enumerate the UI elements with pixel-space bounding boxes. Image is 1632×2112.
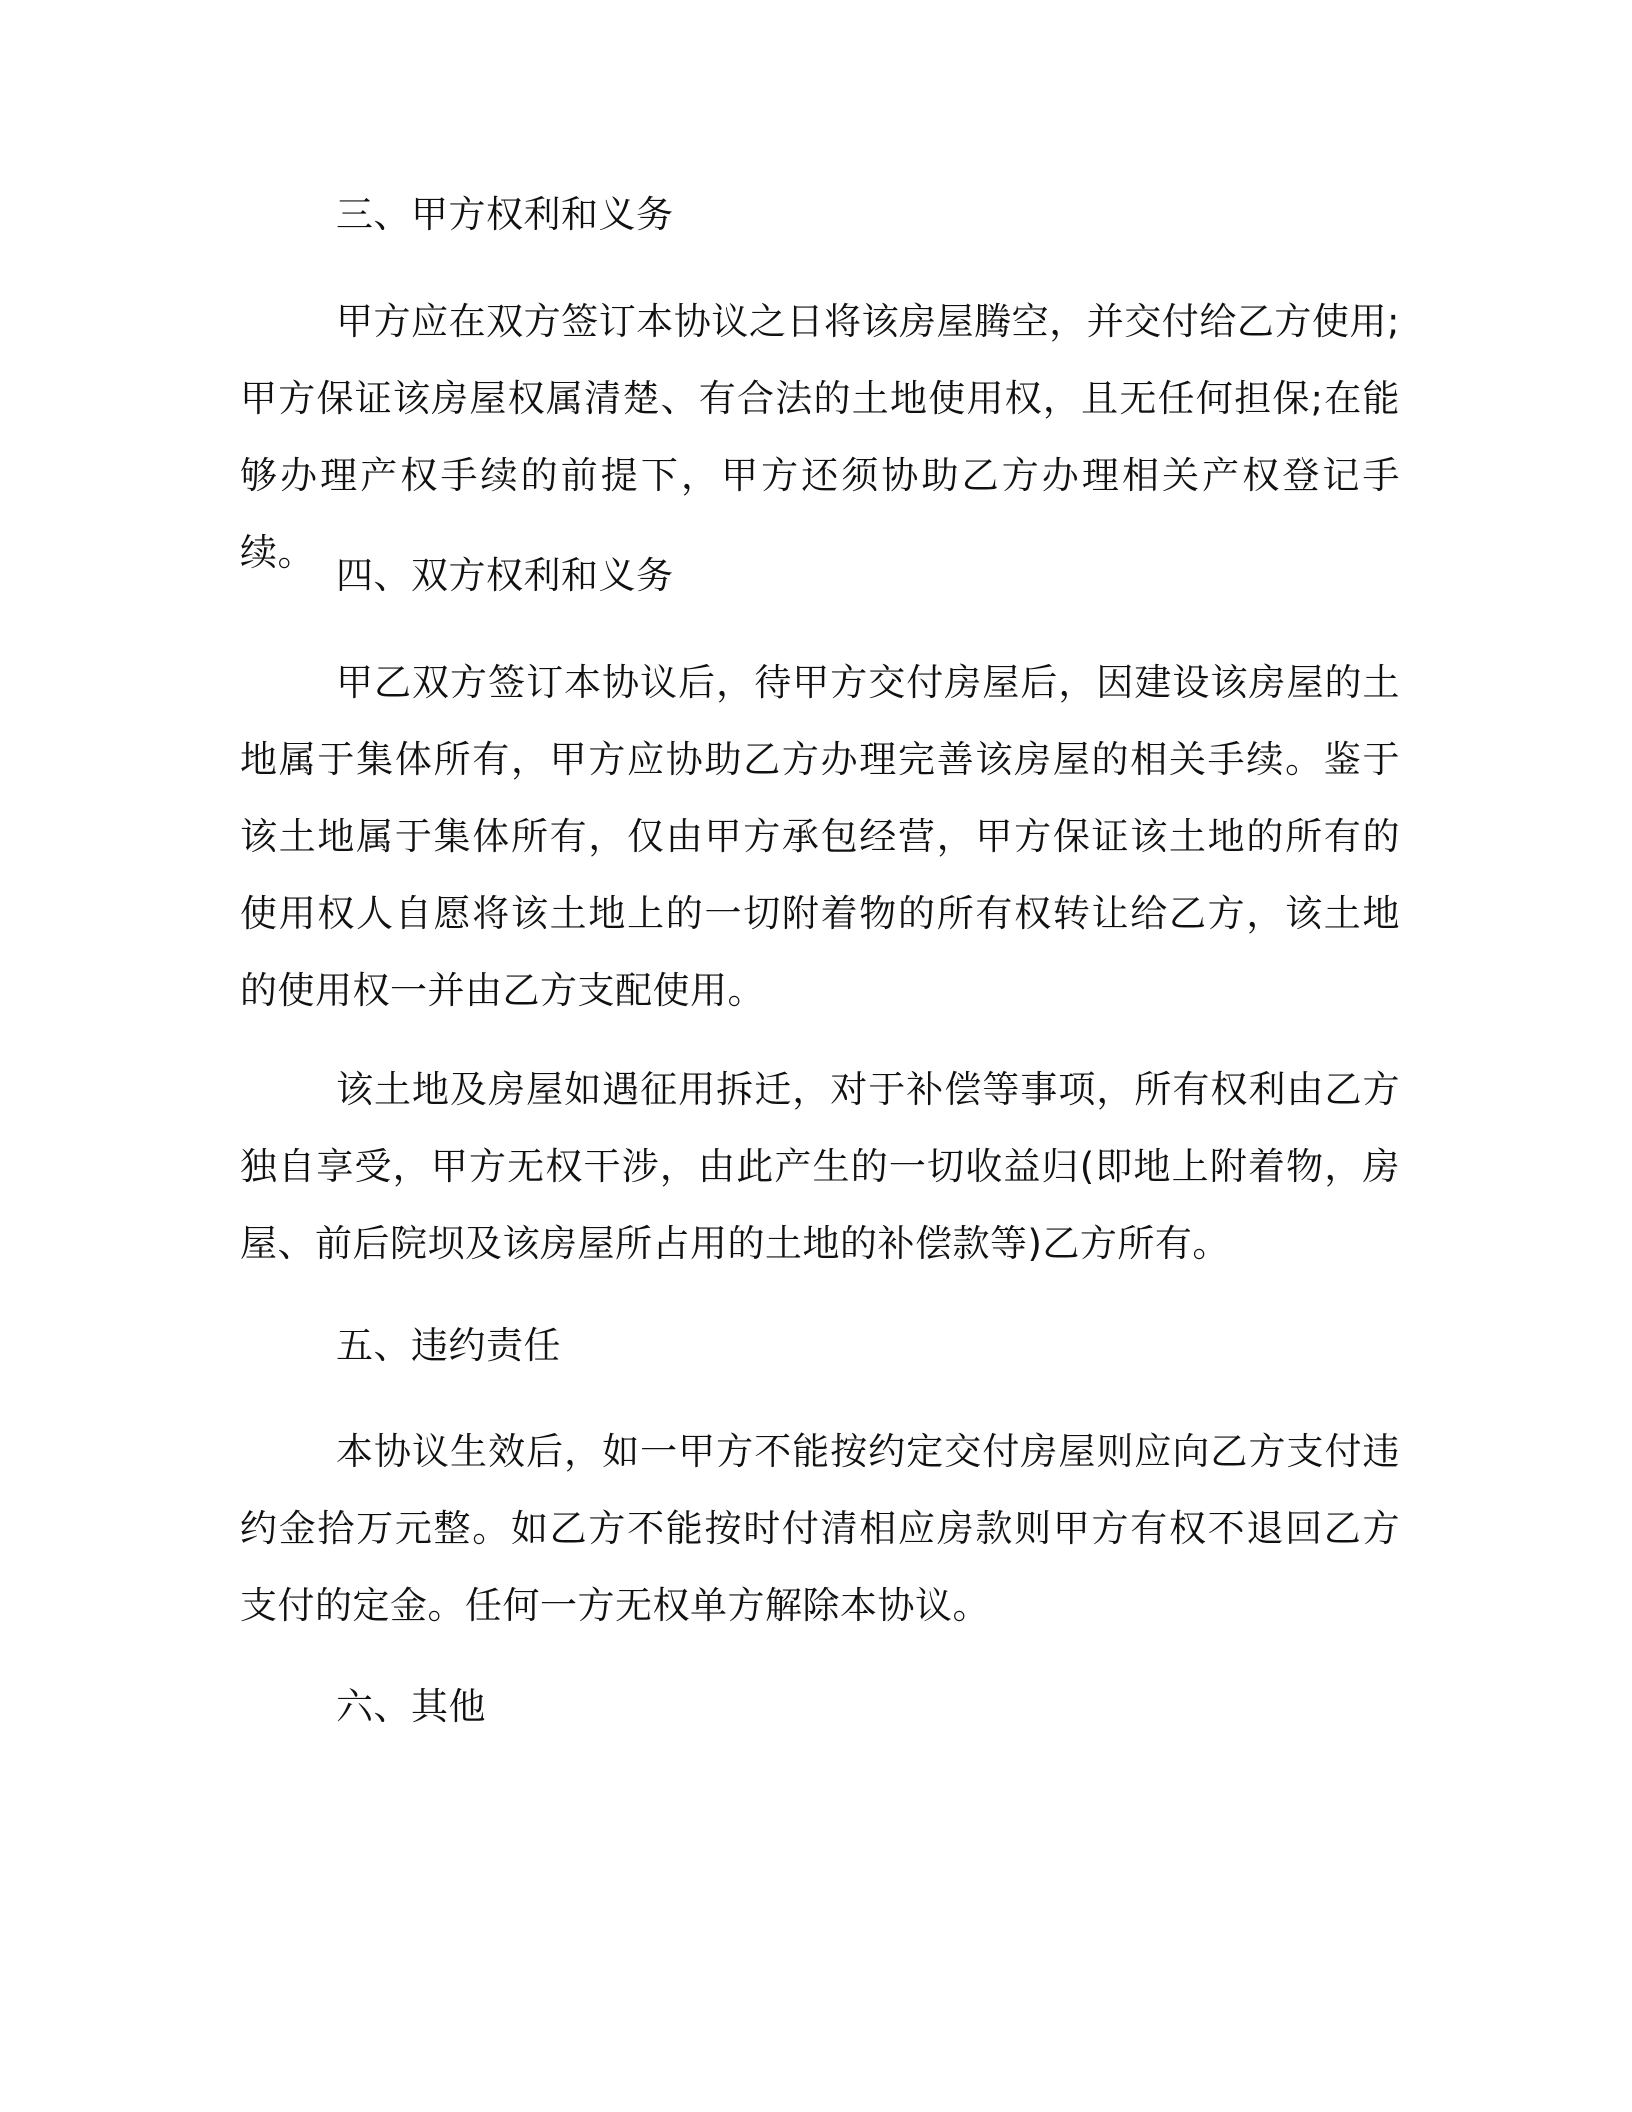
section-5-paragraph-1: 本协议生效后，如一甲方不能按约定交付房屋则应向乙方支付违约金拾万元整。如乙方不能按时付清相应房款则甲方有权不退回乙方支付的定金。任何一方无权单方解除本协议。: [240, 1430, 1400, 1627]
section-heading-6: 六、其他: [336, 1685, 486, 1728]
section-3-paragraph-1: 甲方应在双方签订本协议之日将该房屋腾空，并交付给乙方使用;甲方保证该房屋权属清楚、有合法的土地使用权，且无任何担保;在能够办理产权手续的前提下，甲方还须协助乙方办理相关产权登记手续。: [240, 300, 1400, 574]
section-heading-3: 三、甲方权利和义务: [336, 193, 674, 236]
section-heading-5: 五、违约责任: [336, 1324, 561, 1367]
section-4-paragraph-2: 该土地及房屋如遇征用拆迁，对于补偿等事项，所有权利由乙方独自享受，甲方无权干涉，由此产生的一切收益归(即地上附着物，房屋、前后院坝及该房屋所占用的土地的补偿款等)乙方所有。: [240, 1068, 1400, 1265]
section-heading-4: 四、双方权利和义务: [336, 554, 674, 597]
section-4-paragraph-1: 甲乙双方签订本协议后，待甲方交付房屋后，因建设该房屋的土地属于集体所有，甲方应协助乙方办理完善该房屋的相关手续。鉴于该土地属于集体所有，仅由甲方承包经营，甲方保证该土地的所有的使用权人自愿将该土地上的一切附着物的所有权转让给乙方，该土地的使用权一并由乙方支配使用。: [240, 661, 1400, 1012]
